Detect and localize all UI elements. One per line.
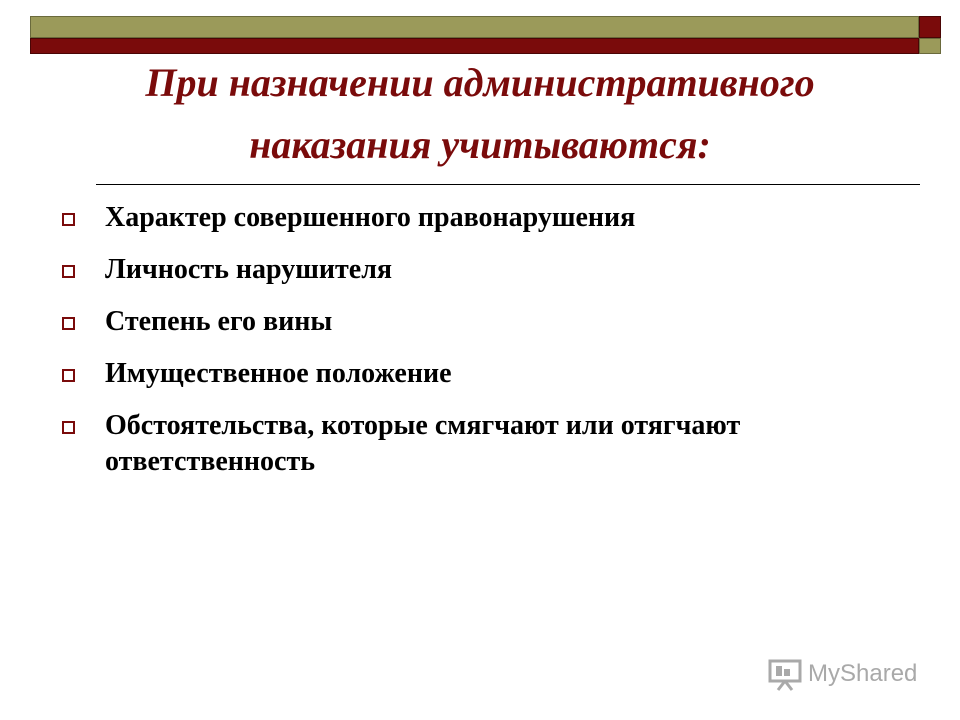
bullet-text: Личность нарушителя xyxy=(105,254,393,285)
bullet-text: Имущественное положение xyxy=(105,358,452,389)
hollow-square-icon xyxy=(62,369,75,382)
bullet-item xyxy=(60,200,860,236)
watermark xyxy=(768,656,917,692)
header-square-maroon xyxy=(919,16,941,38)
bullet-list xyxy=(60,200,860,496)
header-square-olive xyxy=(919,38,941,54)
hollow-square-icon xyxy=(62,213,75,226)
bullet-item xyxy=(60,356,860,392)
hollow-square-icon xyxy=(62,265,75,278)
bullet-item xyxy=(60,304,860,340)
title-line-1: При назначении административного xyxy=(145,60,815,105)
slide-title xyxy=(40,52,920,176)
bullet-text: Характер совершенного правонарушения xyxy=(105,202,636,233)
header-bar-olive xyxy=(30,16,919,38)
hollow-square-icon xyxy=(62,421,75,434)
bullet-item xyxy=(60,408,860,480)
bullet-text: Обстоятельства, которые смягчают или отягчают ответственность xyxy=(105,410,741,477)
bullet-text: Степень его вины xyxy=(105,306,333,337)
title-line-2: наказания учитываются: xyxy=(249,122,711,167)
hollow-square-icon xyxy=(62,317,75,330)
title-divider xyxy=(96,184,920,185)
watermark-text: MyShared xyxy=(808,660,918,687)
bullet-item xyxy=(60,252,860,288)
presentation-board-icon xyxy=(768,657,804,691)
